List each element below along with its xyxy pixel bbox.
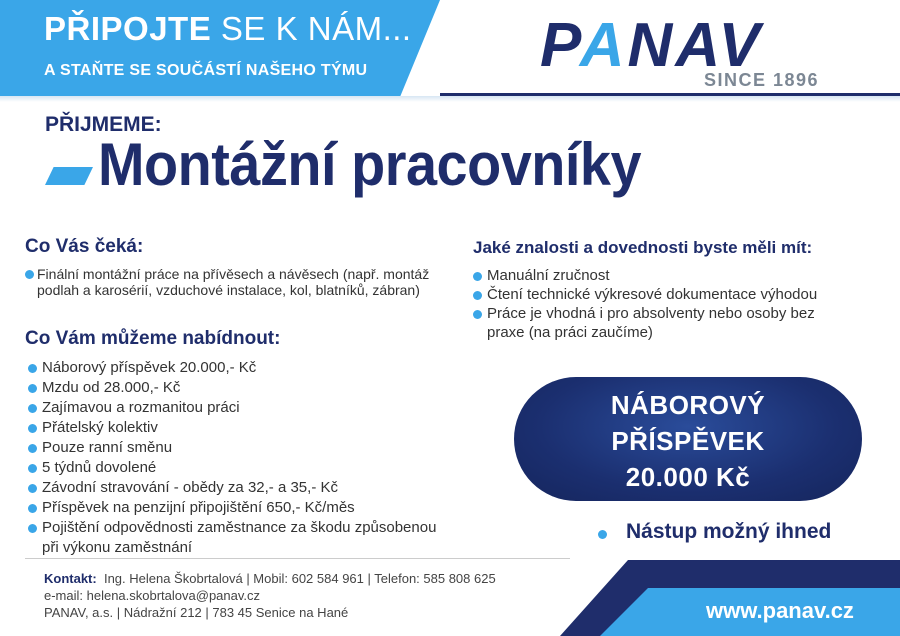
benefit-item: Pojištění odpovědnosti zaměstnance za škodu způsobenou	[28, 518, 436, 538]
bonus-line-3: 20.000 Kč	[625, 462, 751, 492]
benefit-item: Mzdu od 28.000,- Kč	[28, 378, 436, 398]
benefit-item: Závodní stravování - obědy za 32,- a 35,- Kč	[28, 478, 436, 498]
bonus-line-2: PŘÍSPĚVEK	[611, 426, 765, 456]
join-heading	[44, 10, 412, 48]
benefits-list	[28, 358, 436, 558]
offer-text	[25, 266, 445, 298]
bonus-badge-text	[514, 387, 862, 495]
join-heading-bold: PŘIPOJTE	[44, 10, 212, 47]
logo-part-2: A	[579, 11, 628, 80]
contact-person: Ing. Helena Škobrtalová | Mobil: 602 584 961 | Telefon: 585 808 625	[103, 571, 496, 586]
join-subtitle: A STAŇTE SE SOUČÁSTÍ NAŠEHO TÝMU	[44, 62, 368, 79]
logo-part-1: P	[540, 11, 580, 80]
accent-dash-icon	[45, 167, 93, 185]
footer-divider	[25, 558, 570, 559]
benefit-item: Příspěvek na penzijní připojištění 650,- Kč/měs	[28, 498, 436, 518]
offer-description: Finální montážní práce na přívěsech a návěsech (např. montáž podlah a karosérií, vzduchové instalace, kol, blatníků, zábran)	[37, 266, 430, 298]
contact-address: PANAV, a.s. | Nádražní 212 | 783 45 Senice na Hané	[44, 605, 349, 620]
skill-item-continuation: praxe (na práci zaučíme)	[487, 324, 653, 341]
job-title: Montážní pracovníky	[98, 131, 642, 198]
start-bullet-icon	[598, 530, 607, 539]
benefit-item: Přátelský kolektiv	[28, 418, 436, 438]
offer-bullet-icon	[25, 270, 34, 279]
contact-email[interactable]: e-mail: helena.skobrtalova@panav.cz	[44, 588, 261, 603]
skill-item: Práce je vhodná i pro absolventy nebo osoby bez	[473, 304, 817, 323]
skill-item: Manuální zručnost	[473, 266, 817, 285]
contact-block	[44, 570, 496, 621]
skills-heading: Jaké znalosti a dovednosti byste měli mít:	[473, 238, 813, 257]
join-heading-rest: SE K NÁM...	[220, 10, 412, 47]
benefit-item: Zajímavou a rozmanitou práci	[28, 398, 436, 418]
bonus-line-1: NÁBOROVÝ	[610, 390, 766, 420]
skills-list	[473, 266, 817, 342]
benefit-item-continuation: při výkonu zaměstnání	[42, 539, 193, 556]
logo-part-3: NAV	[627, 11, 763, 80]
offer-heading: Co Vás čeká:	[25, 236, 144, 257]
benefit-item: 5 týdnů dovolené	[28, 458, 436, 478]
benefits-heading: Co Vám můžeme nabídnout:	[25, 328, 281, 349]
benefit-item: Pouze ranní směnu	[28, 438, 436, 458]
contact-line-1	[44, 570, 496, 587]
website-link[interactable]: www.panav.cz	[706, 598, 854, 623]
since-label: SINCE 1896	[704, 70, 820, 90]
start-availability: Nástup možný ihned	[626, 520, 832, 543]
benefit-item: Náborový příspěvek 20.000,- Kč	[28, 358, 436, 378]
hiring-label: PŘIJMEME:	[45, 113, 162, 136]
header-shadow	[0, 96, 900, 102]
contact-label: Kontakt:	[44, 571, 97, 586]
skill-item: Čtení technické výkresové dokumentace výhodou	[473, 285, 817, 304]
